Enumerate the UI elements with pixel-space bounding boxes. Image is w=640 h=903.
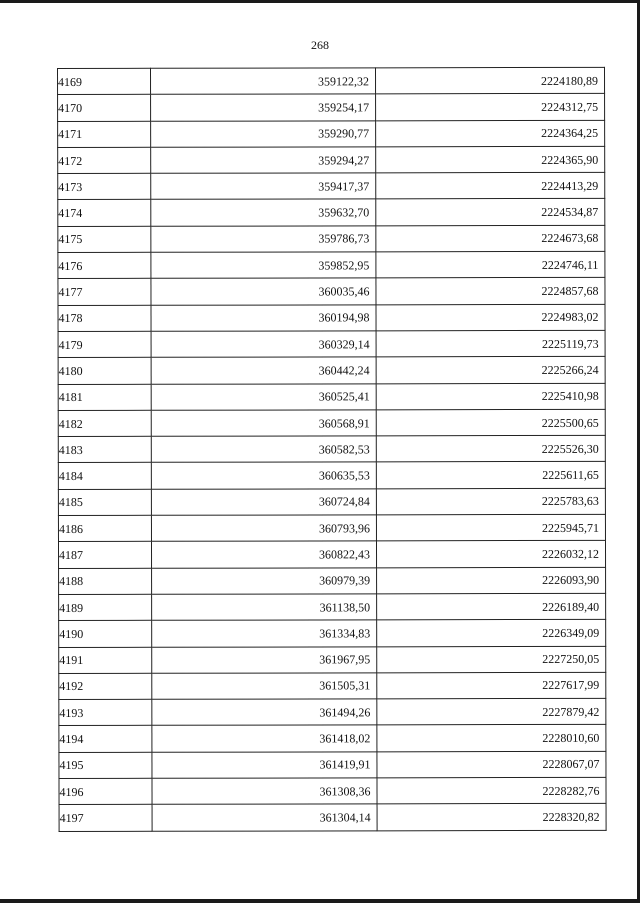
- point-id-cell: 4181: [58, 384, 151, 410]
- point-id-cell: 4195: [59, 752, 152, 778]
- y-coordinate-cell: 2228320,82: [377, 804, 606, 831]
- table-row: [59, 725, 606, 752]
- table-row: [58, 225, 605, 252]
- x-coordinate-cell: 360568,91: [151, 410, 376, 437]
- table-row: [58, 67, 605, 94]
- point-id-cell: 4169: [58, 68, 151, 94]
- y-coordinate-cell: 2224673,68: [376, 225, 605, 252]
- point-id-cell: 4180: [58, 358, 151, 384]
- x-coordinate-cell: 360525,41: [151, 383, 376, 410]
- table-row: [58, 462, 605, 489]
- y-coordinate-cell: 2224983,02: [376, 304, 605, 331]
- point-id-cell: 4170: [58, 95, 151, 121]
- table-row: [58, 94, 605, 121]
- x-coordinate-cell: 360635,53: [151, 462, 376, 489]
- table-row: [59, 620, 606, 647]
- point-id-cell: 4184: [58, 463, 151, 489]
- x-coordinate-cell: 360793,96: [151, 515, 376, 542]
- y-coordinate-cell: 2228282,76: [377, 777, 606, 804]
- point-id-cell: 4194: [59, 726, 152, 752]
- x-coordinate-cell: 359294,27: [151, 147, 376, 174]
- x-coordinate-cell: 361967,95: [152, 646, 377, 673]
- y-coordinate-cell: 2224746,11: [376, 251, 605, 278]
- scan-border-top: [0, 0, 640, 3]
- x-coordinate-cell: 359290,77: [151, 120, 376, 147]
- x-coordinate-cell: 359852,95: [151, 252, 376, 279]
- point-id-cell: 4186: [58, 515, 151, 541]
- table-row: [59, 777, 606, 804]
- y-coordinate-cell: 2228010,60: [377, 725, 606, 752]
- y-coordinate-cell: 2224413,29: [376, 173, 605, 200]
- point-id-cell: 4192: [59, 673, 152, 699]
- point-id-cell: 4173: [58, 173, 151, 199]
- x-coordinate-cell: 361304,14: [152, 804, 377, 831]
- y-coordinate-cell: 2224364,25: [376, 120, 605, 147]
- x-coordinate-cell: 360822,43: [151, 541, 376, 568]
- y-coordinate-cell: 2227617,99: [377, 672, 606, 699]
- y-coordinate-cell: 2227879,42: [377, 698, 606, 725]
- x-coordinate-cell: 361418,02: [152, 725, 377, 752]
- point-id-cell: 4177: [58, 279, 151, 305]
- table-row: [59, 672, 606, 699]
- y-coordinate-cell: 2224534,87: [376, 199, 605, 226]
- point-id-cell: 4182: [58, 410, 151, 436]
- table-row: [59, 567, 606, 594]
- table-row: [58, 120, 605, 147]
- table-row: [58, 199, 605, 226]
- x-coordinate-cell: 360329,14: [151, 331, 376, 358]
- y-coordinate-cell: 2225410,98: [376, 383, 605, 410]
- x-coordinate-cell: 361419,91: [152, 752, 377, 779]
- x-coordinate-cell: 359786,73: [151, 226, 376, 253]
- x-coordinate-cell: 360582,53: [151, 436, 376, 463]
- y-coordinate-cell: 2226093,90: [377, 567, 606, 594]
- point-id-cell: 4197: [59, 805, 152, 831]
- coordinates-table-body: [58, 67, 607, 831]
- table-row: [58, 488, 605, 515]
- point-id-cell: 4179: [58, 331, 151, 357]
- point-id-cell: 4174: [58, 200, 151, 226]
- x-coordinate-cell: 359632,70: [151, 199, 376, 226]
- y-coordinate-cell: 2227250,05: [377, 646, 606, 673]
- y-coordinate-cell: 2225119,73: [376, 330, 605, 357]
- coordinates-table: [57, 67, 607, 832]
- point-id-cell: 4183: [58, 436, 151, 462]
- x-coordinate-cell: 361505,31: [152, 673, 377, 700]
- table-row: [58, 409, 605, 436]
- page-number: 268: [311, 38, 329, 52]
- y-coordinate-cell: 2225266,24: [376, 357, 605, 384]
- x-coordinate-cell: 361138,50: [152, 594, 377, 621]
- point-id-cell: 4196: [59, 778, 152, 804]
- table-row: [58, 383, 605, 410]
- point-id-cell: 4171: [58, 121, 151, 147]
- x-coordinate-cell: 359417,37: [151, 173, 376, 200]
- point-id-cell: 4176: [58, 252, 151, 278]
- point-id-cell: 4193: [59, 699, 152, 725]
- y-coordinate-cell: 2225526,30: [376, 436, 605, 463]
- x-coordinate-cell: 361334,83: [152, 620, 377, 647]
- y-coordinate-cell: 2226349,09: [377, 620, 606, 647]
- table-row: [58, 173, 605, 200]
- point-id-cell: 4172: [58, 147, 151, 173]
- y-coordinate-cell: 2226032,12: [376, 541, 605, 568]
- point-id-cell: 4189: [59, 594, 152, 620]
- x-coordinate-cell: 361308,36: [152, 778, 377, 805]
- table-row: [58, 304, 605, 331]
- table-row: [58, 251, 605, 278]
- point-id-cell: 4185: [58, 489, 151, 515]
- y-coordinate-cell: 2224365,90: [376, 146, 605, 173]
- y-coordinate-cell: 2225945,71: [376, 514, 605, 541]
- table-row: [58, 330, 605, 357]
- x-coordinate-cell: 359254,17: [151, 94, 376, 121]
- x-coordinate-cell: 360442,24: [151, 357, 376, 384]
- table-row: [58, 357, 605, 384]
- y-coordinate-cell: 2224312,75: [376, 94, 605, 121]
- point-id-cell: 4190: [59, 621, 152, 647]
- point-id-cell: 4175: [58, 226, 151, 252]
- scan-border-bottom: [0, 899, 640, 903]
- table-row: [59, 751, 606, 778]
- table-row: [59, 804, 606, 831]
- table-row: [59, 593, 606, 620]
- point-id-cell: 4191: [59, 647, 152, 673]
- y-coordinate-cell: 2224180,89: [376, 67, 605, 94]
- table-row: [58, 278, 605, 305]
- x-coordinate-cell: 361494,26: [152, 699, 377, 726]
- y-coordinate-cell: 2228067,07: [377, 751, 606, 778]
- point-id-cell: 4178: [58, 305, 151, 331]
- y-coordinate-cell: 2225611,65: [376, 462, 605, 489]
- y-coordinate-cell: 2225500,65: [376, 409, 605, 436]
- table-row: [58, 514, 605, 541]
- x-coordinate-cell: 359122,32: [151, 68, 376, 95]
- point-id-cell: 4187: [58, 542, 151, 568]
- x-coordinate-cell: 360724,84: [151, 489, 376, 516]
- table-row: [58, 541, 605, 568]
- y-coordinate-cell: 2226189,40: [377, 593, 606, 620]
- y-coordinate-cell: 2225783,63: [376, 488, 605, 515]
- x-coordinate-cell: 360194,98: [151, 305, 376, 332]
- x-coordinate-cell: 360979,39: [152, 567, 377, 594]
- y-coordinate-cell: 2224857,68: [376, 278, 605, 305]
- table-row: [58, 436, 605, 463]
- table-row: [59, 646, 606, 673]
- point-id-cell: 4188: [59, 568, 152, 594]
- x-coordinate-cell: 360035,46: [151, 278, 376, 305]
- table-row: [59, 698, 606, 725]
- table-row: [58, 146, 605, 173]
